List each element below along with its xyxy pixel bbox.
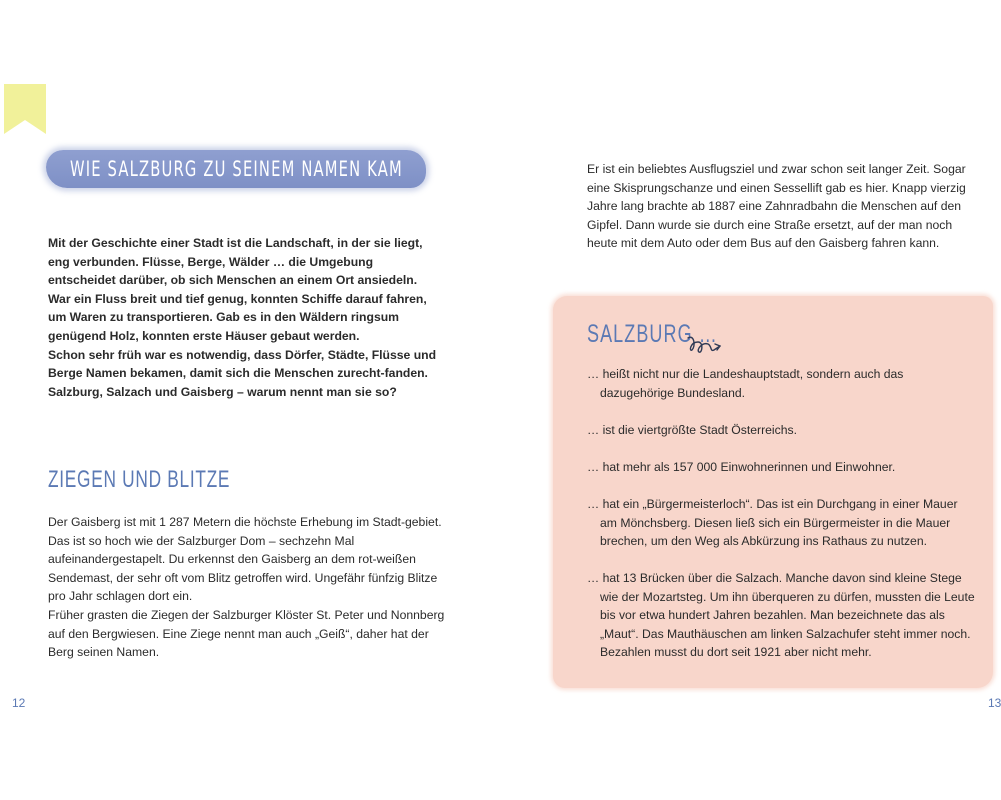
ziegen-text — [48, 513, 448, 662]
fact-item: … hat mehr als 157 000 Einwohnerinnen und Einwohner. — [587, 460, 896, 474]
page-number-right: 13 — [988, 696, 1001, 710]
fact-item: … heißt nicht nur die Landeshauptstadt, sondern auch das dazugehörige Bundesland. — [587, 367, 904, 400]
ziegen-paragraph: Früher grasten die Ziegen der Salzburger Klöster St. Peter und Nonnberg auf den Bergwiesen. Eine Ziege nennt man auch „Geiß“, daher hat der Berg seinen Namen. — [48, 607, 445, 660]
squiggle-arrow-icon — [684, 332, 724, 358]
salzburg-heading: SALZBURG … — [587, 320, 718, 348]
intro-paragraph: Mit der Geschichte einer Stadt ist die Landschaft, in der sie liegt, eng verbunden. Flüsse, Berge, Wälder … die Umgebung entscheidet darüber, ob sich Menschen an einem Ort ansiedeln. War ein Fluss breit und tief genug, konnten Schiffe darauf fahren, um Waren zu transportieren. Gab es in den Wäldern ringsum genügend Holz, konnten erste Häuser gebaut werden. — [48, 236, 427, 343]
page-title: WIE SALZBURG ZU SEINEM NAMEN KAM — [69, 157, 403, 181]
intro-text — [48, 234, 438, 401]
page-number-left: 12 — [12, 696, 26, 710]
bookmark-ribbon — [4, 84, 46, 134]
gaisberg-continued-text: Er ist ein beliebtes Ausflugsziel und zwar schon seit langer Zeit. Sogar eine Skisprungschanze und einen Sessellift gab es hier. Knapp vierzig Jahre lang brachte ab 1887 eine Zahnradbahn die Menschen auf den Gipfel. Dann wurde sie durch eine Straße ersetzt, auf der man noch heute mit dem Auto oder dem Bus auf den Gaisberg fahren kann. — [587, 162, 966, 251]
fact-item: … hat 13 Brücken über die Salzach. Manche davon sind kleine Stege wie der Mozartsteg. Um ihn überqueren zu dürfen, mussten die Leute bis vor etwa hundert Jahren bezahlen. Man bezeichnete das als „Maut“. Das Mauthäuschen am linken Salzachufer steht immer noch. Bezahlen musst du dort seit 1921 aber nicht mehr. — [587, 571, 975, 660]
intro-paragraph: Schon sehr früh war es notwendig, dass Dörfer, Städte, Flüsse und Berge Namen bekamen, damit sich die Menschen zurecht-fanden. Salzburg, Salzach und Gaisberg – warum nennt man sie so? — [48, 347, 437, 399]
ziegen-paragraph: Der Gaisberg ist mit 1 287 Metern die höchste Erhebung im Stadt-gebiet. Das ist so hoch wie der Salzburger Dom – sechzehn Mal aufeinandergestapelt. Du erkennst den Gaisberg an dem rot-weißen Sendemast, der sehr oft vom Blitz getroffen wird. Ungefähr fünfzig Blitze pro Jahr schlagen dort ein. — [48, 515, 442, 604]
fact-item: … ist die viertgrößte Stadt Österreichs. — [587, 423, 797, 437]
title-banner — [46, 150, 426, 188]
fact-item: … hat ein „Bürgermeisterloch“. Das ist ein Durchgang in einer Mauer am Mönchsberg. Diesen ließ sich ein Bürgermeister in die Mauer brechen, um den Weg als Abkürzung ins Rathaus zu nutzen. — [587, 497, 958, 549]
ziegen-heading: ZIEGEN UND BLITZE — [48, 466, 231, 493]
